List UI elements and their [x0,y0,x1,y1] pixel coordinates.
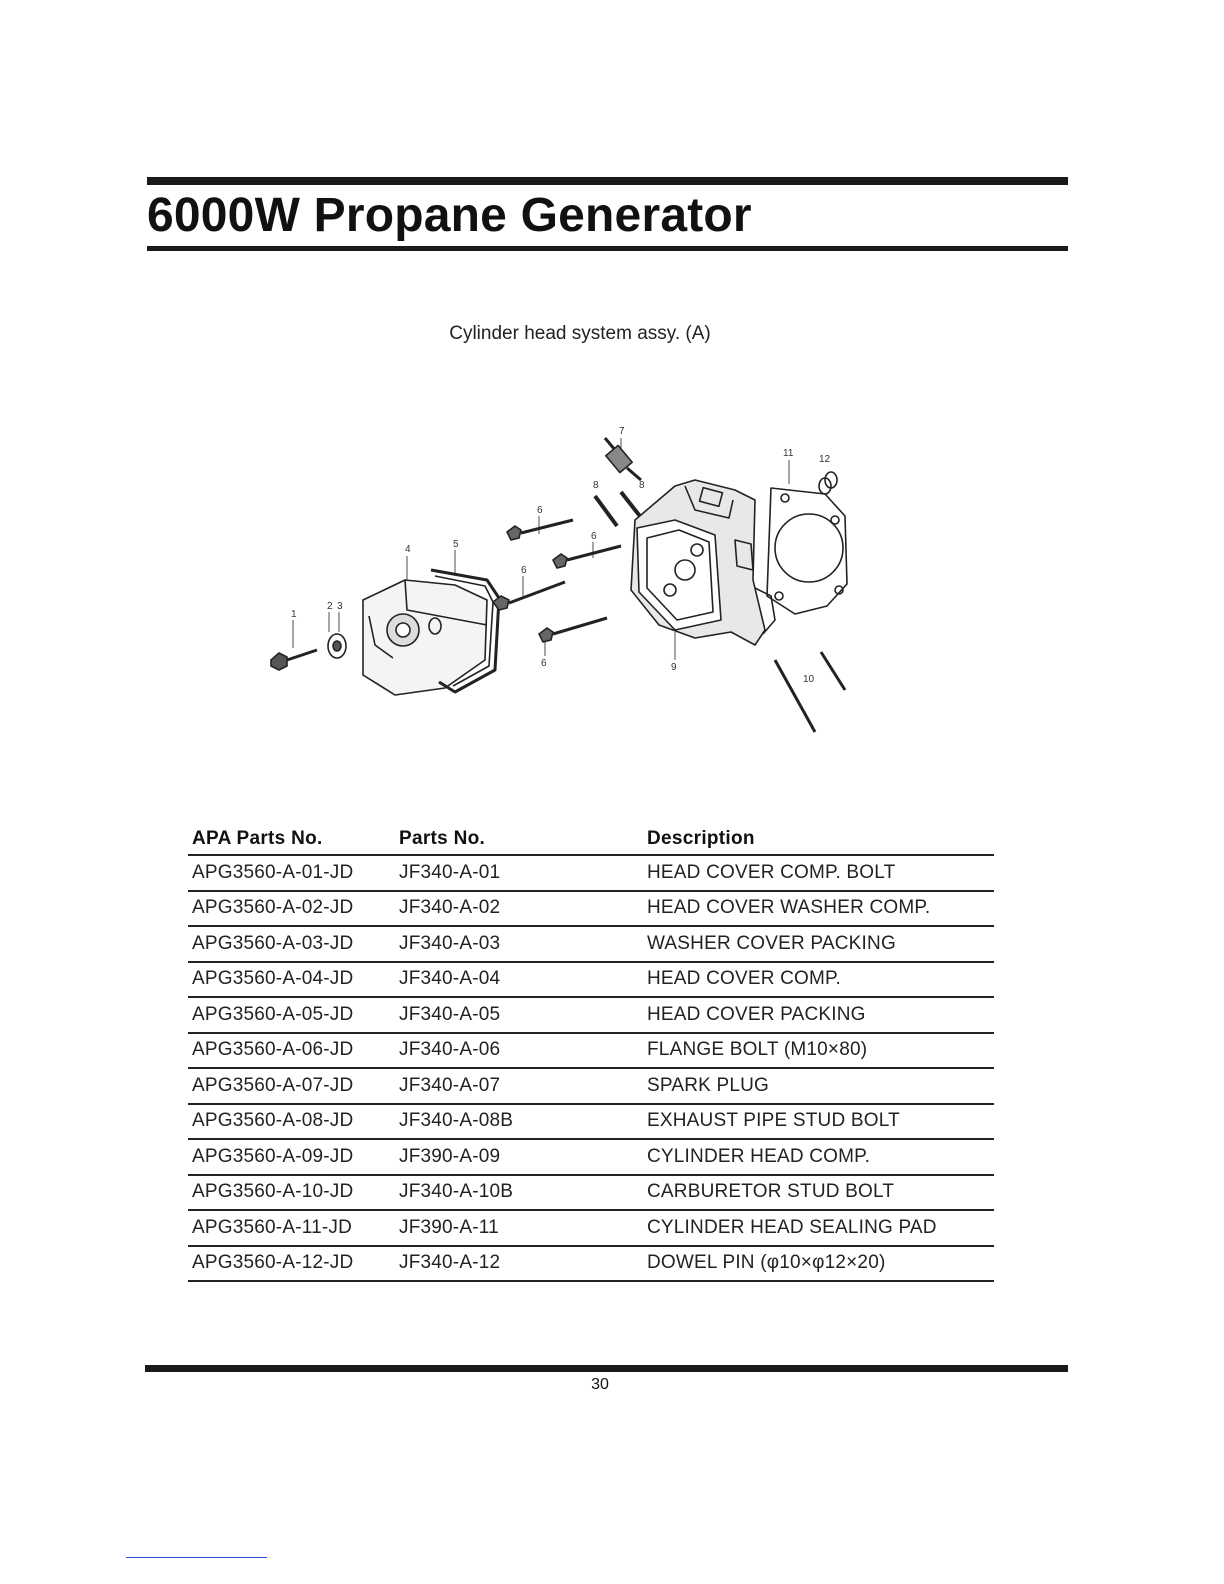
table-row [188,926,994,962]
callout-9: 9 [671,662,677,673]
table-row [188,1175,994,1211]
callout-6c: 6 [521,565,527,576]
dowel-pin [819,472,837,494]
part-number: JF390-A-11 [395,1210,643,1246]
apa-part-number: APG3560-A-05-JD [188,997,395,1033]
cylinder-head-sealing-pad [767,488,847,614]
part-description: HEAD COVER PACKING [643,997,994,1033]
table-row [188,997,994,1033]
header-parts-no: Parts No. [395,826,643,855]
apa-part-number: APG3560-A-06-JD [188,1033,395,1069]
apa-part-number: APG3560-A-12-JD [188,1246,395,1282]
apa-part-number: APG3560-A-03-JD [188,926,395,962]
table-row [188,1139,994,1175]
callout-1: 1 [291,609,297,620]
exploded-parts-diagram [255,420,875,750]
callout-6d: 6 [541,658,547,669]
part-description: HEAD COVER COMP. [643,962,994,998]
part-number: JF340-A-07 [395,1068,643,1104]
cylinder-head [631,480,775,645]
part-number: JF340-A-05 [395,997,643,1033]
callout-8b: 8 [639,480,645,491]
table-row [188,962,994,998]
part-number: JF340-A-06 [395,1033,643,1069]
apa-part-number: APG3560-A-09-JD [188,1139,395,1175]
footer-link-line [126,1557,267,1558]
page-number: 30 [591,1376,609,1393]
table-row [188,891,994,927]
callout-12: 12 [819,454,831,465]
callout-5: 5 [453,539,459,550]
header-apa-parts-no: APA Parts No. [188,826,395,855]
callout-11: 11 [783,448,794,459]
part-description: CARBURETOR STUD BOLT [643,1175,994,1211]
part-number: JF340-A-08B [395,1104,643,1140]
callout-8a: 8 [593,480,599,491]
bottom-rule [145,1365,1068,1372]
callout-2: 2 [327,601,333,612]
callout-6a: 6 [537,505,543,516]
table-row [188,1104,994,1140]
part-description: DOWEL PIN (φ10×φ12×20) [643,1246,994,1282]
callout-10: 10 [803,674,815,685]
spark-plug [605,438,641,480]
parts-table [188,826,994,1282]
part-description: CYLINDER HEAD SEALING PAD [643,1210,994,1246]
table-row [188,1033,994,1069]
top-rule [147,177,1068,185]
header-description: Description [643,826,994,855]
table-row [188,1068,994,1104]
part-description: HEAD COVER WASHER COMP. [643,891,994,927]
apa-part-number: APG3560-A-08-JD [188,1104,395,1140]
apa-part-number: APG3560-A-01-JD [188,855,395,891]
table-header-row [188,826,994,855]
part-number: JF340-A-01 [395,855,643,891]
table-row [188,1246,994,1282]
carburetor-stud-bolts [775,652,845,732]
part-description: WASHER COVER PACKING [643,926,994,962]
apa-part-number: APG3560-A-10-JD [188,1175,395,1211]
part-number: JF340-A-10B [395,1175,643,1211]
part-number: JF340-A-12 [395,1246,643,1282]
part-description: HEAD COVER COMP. BOLT [643,855,994,891]
part-number: JF340-A-02 [395,891,643,927]
head-cover-bolt [271,650,317,670]
callout-4: 4 [405,544,411,555]
part-number: JF390-A-09 [395,1139,643,1175]
table-row [188,1210,994,1246]
exploded-view-drawing [255,420,875,750]
apa-part-number: APG3560-A-02-JD [188,891,395,927]
part-description: FLANGE BOLT (M10×80) [643,1033,994,1069]
callout-7: 7 [619,426,625,437]
part-description: EXHAUST PIPE STUD BOLT [643,1104,994,1140]
washer [328,634,346,658]
flange-bolts [493,520,621,642]
apa-part-number: APG3560-A-04-JD [188,962,395,998]
apa-part-number: APG3560-A-07-JD [188,1068,395,1104]
callout-3: 3 [337,601,343,612]
table-row [188,855,994,891]
callout-6b: 6 [591,531,597,542]
part-number: JF340-A-03 [395,926,643,962]
page-title: 6000W Propane Generator [147,186,1068,251]
apa-part-number: APG3560-A-11-JD [188,1210,395,1246]
part-description: SPARK PLUG [643,1068,994,1104]
part-description: CYLINDER HEAD COMP. [643,1139,994,1175]
diagram-caption: Cylinder head system assy. (A) [449,323,711,344]
part-number: JF340-A-04 [395,962,643,998]
